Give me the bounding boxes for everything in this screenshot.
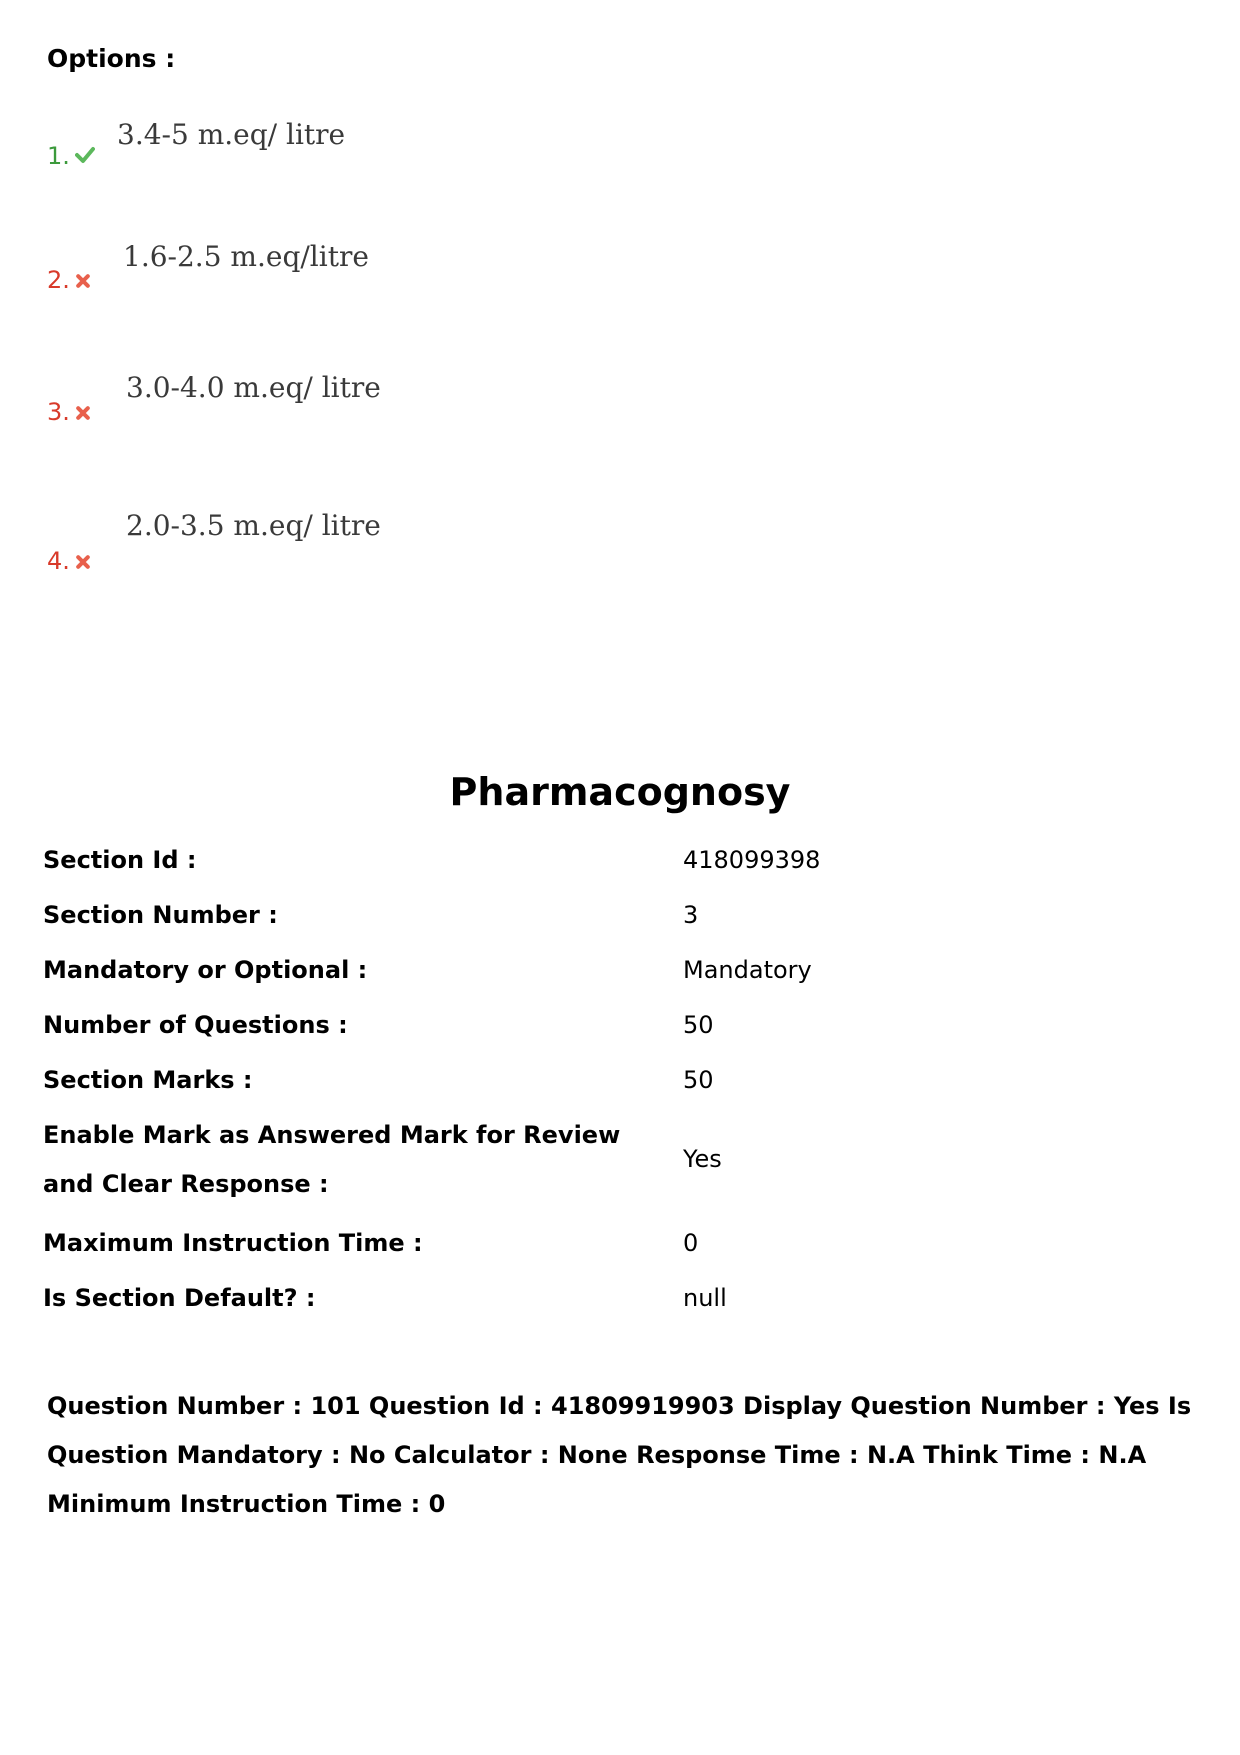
row-label: Enable Mark as Answered Mark for Review and Clear Response : <box>43 1121 621 1198</box>
row-value: Mandatory <box>683 956 812 984</box>
section-title: Pharmacognosy <box>449 770 791 814</box>
option-number: 4. <box>47 547 70 575</box>
cross-icon <box>75 273 91 289</box>
row-label: Section Id : <box>43 846 197 874</box>
option-number: 3. <box>47 398 70 426</box>
row-label: Section Number : <box>43 901 278 929</box>
cross-icon <box>75 405 91 421</box>
cross-icon <box>75 554 91 570</box>
row-label: Maximum Instruction Time : <box>43 1229 423 1257</box>
option-text: 2.0-3.5 m.eq/ litre <box>126 509 381 542</box>
row-label: Is Section Default? : <box>43 1284 316 1312</box>
row-value: 418099398 <box>683 846 821 874</box>
option-number: 2. <box>47 266 70 294</box>
row-value: 0 <box>683 1229 699 1257</box>
option-3 <box>47 368 647 428</box>
options-label: Options : <box>47 44 176 73</box>
option-1 <box>47 118 647 178</box>
row-label: Number of Questions : <box>43 1011 348 1039</box>
question-meta: Question Number : 101 Question Id : 41809919903 Display Question Number : Yes Is Question Mandatory : No Calculator : None Response Time : N.A Think Time : N.A Minimum Instruction Time : 0 <box>47 1392 1192 1518</box>
option-2 <box>47 240 647 300</box>
row-value: 50 <box>683 1011 714 1039</box>
option-text: 1.6-2.5 m.eq/litre <box>123 240 369 273</box>
row-value: 3 <box>683 901 699 929</box>
option-text: 3.0-4.0 m.eq/ litre <box>126 371 381 404</box>
row-label: Mandatory or Optional : <box>43 956 368 984</box>
row-value: null <box>683 1284 727 1312</box>
option-number: 1. <box>47 142 70 170</box>
option-4 <box>47 505 647 575</box>
row-value: 50 <box>683 1066 714 1094</box>
row-label: Section Marks : <box>43 1066 253 1094</box>
row-value: Yes <box>683 1145 722 1173</box>
check-icon <box>75 145 95 165</box>
option-text: 3.4-5 m.eq/ litre <box>117 118 346 151</box>
